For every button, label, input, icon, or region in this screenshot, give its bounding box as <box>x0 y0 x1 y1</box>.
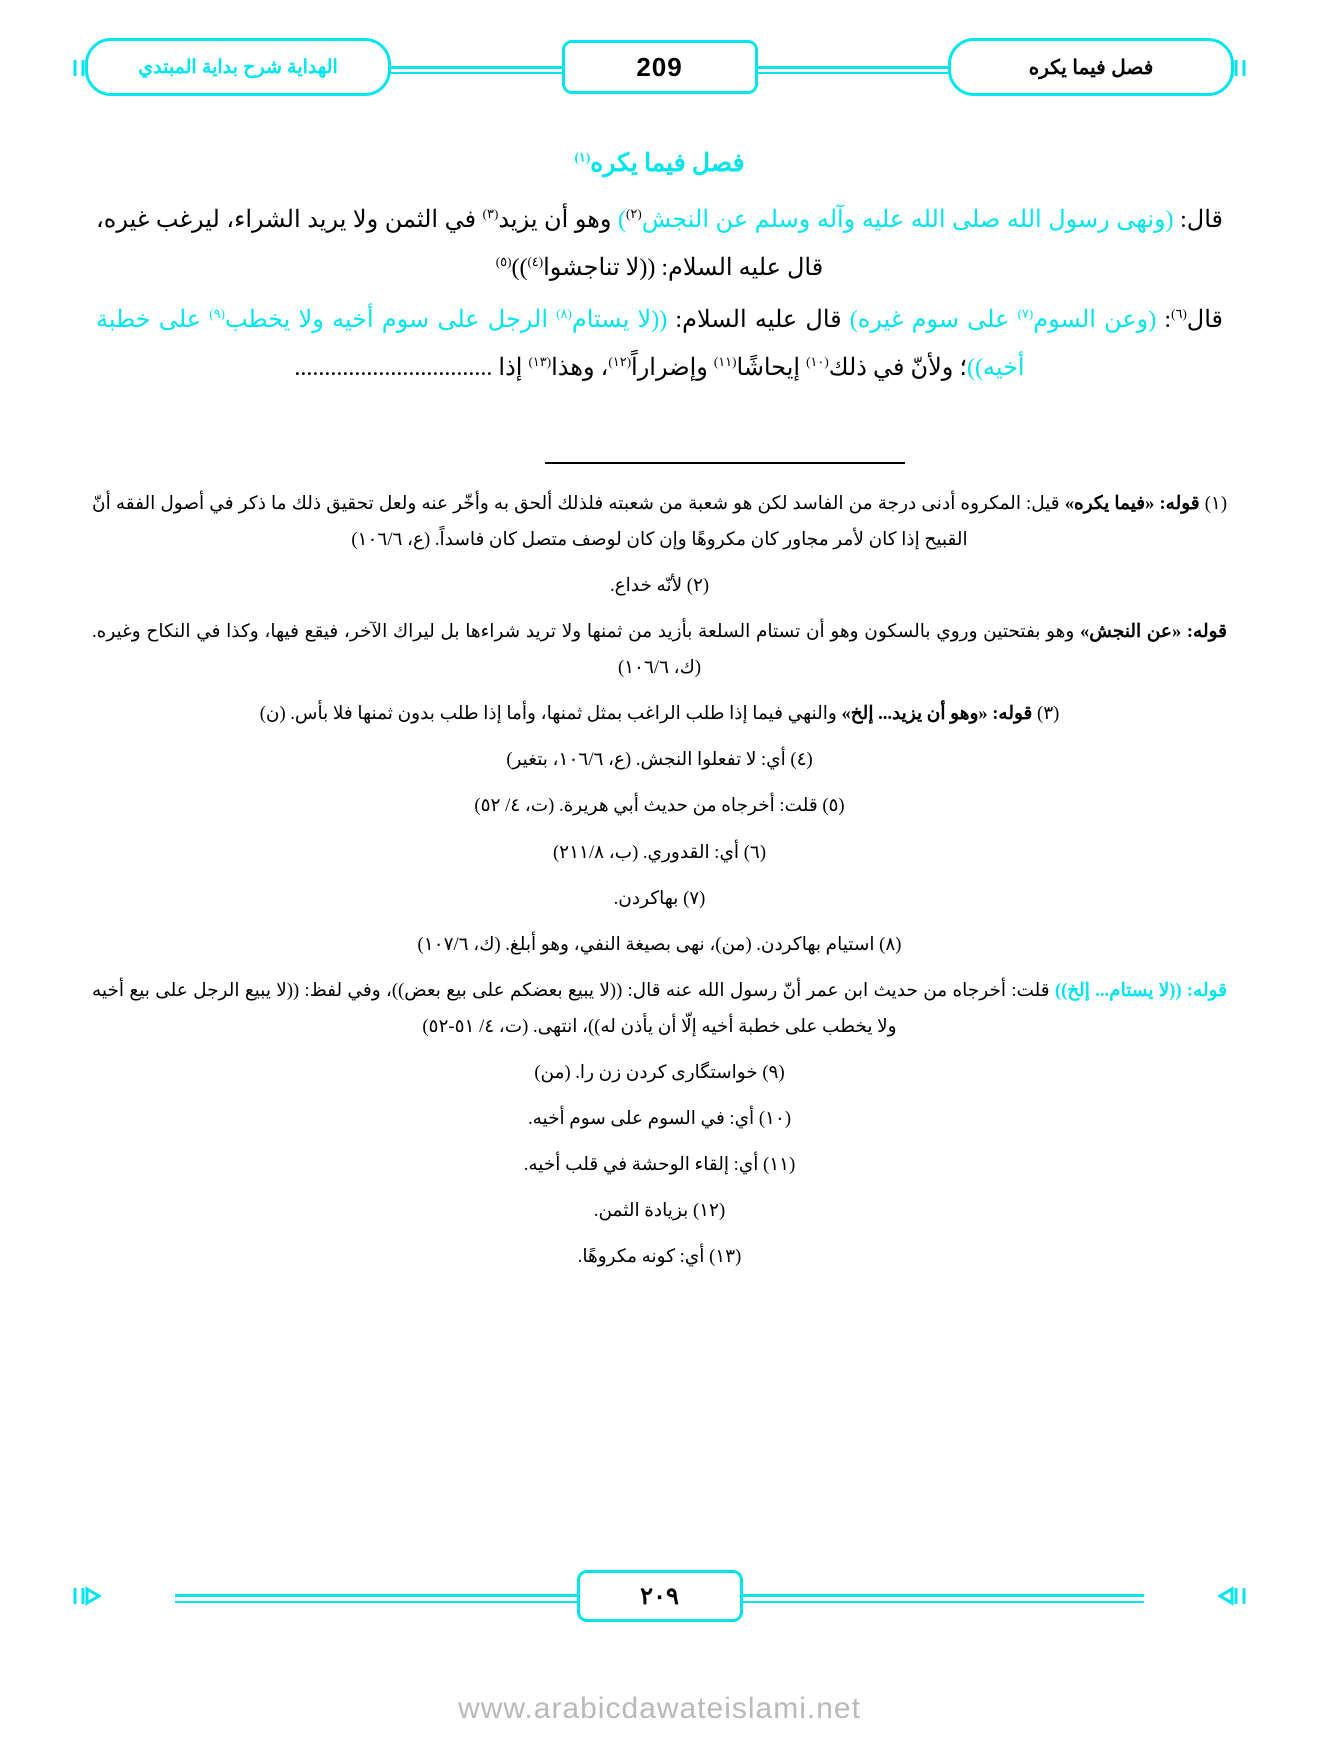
footnote-11 <box>92 1147 1227 1183</box>
footnote-2-text: لأنّه خداع. <box>609 576 683 597</box>
header-page-number-plate <box>562 40 758 94</box>
header-chapter-label: فصل فيما يكره <box>1028 56 1154 79</box>
footnote-5-text: قلت: أخرجاه من حديث أبي هريرة. (ت، ٤/ ٥٢) <box>474 796 818 817</box>
footnote-12-text: بزيادة الثمن. <box>593 1201 689 1221</box>
footnote-2 <box>92 568 1227 604</box>
footnote-4-number: (٤) <box>790 750 813 771</box>
footnote-1-lemma: قوله: «فيما يكره» <box>1064 494 1200 514</box>
footnote-11-text: أي: إلقاء الوحشة في قلب أخيه. <box>523 1154 759 1175</box>
footnote-6 <box>92 835 1227 871</box>
footnote-9-number: (٩) <box>762 1062 785 1083</box>
footer-page-number-plate <box>577 1570 743 1622</box>
footnote-6-text: أي: القدوري. (ب، ٢١١/٨) <box>553 842 740 863</box>
matn-ellipsis: ................................. <box>294 355 493 381</box>
footnote-13 <box>92 1239 1227 1275</box>
footnote-9-text: خواستگاری کردن زن را. (من) <box>534 1062 758 1083</box>
footnote-5-number: (٥) <box>822 796 845 817</box>
page-header <box>55 38 1264 96</box>
footnote-4 <box>92 742 1227 778</box>
header-page-number: 209 <box>636 51 683 82</box>
footnote-8-text: استيام بهاكردن. (من)، نهى بصيغة النفي، وهو أبلغ. (ك، ١٠٧/٦) <box>417 934 875 955</box>
footnote-3-lemma: قوله: «وهو أن يزيد... إلخ» <box>841 704 1033 725</box>
footnote-13-number: (١٣) <box>709 1247 742 1268</box>
footnote-6-number: (٦) <box>743 842 766 863</box>
footnote-7-number: (٧) <box>683 888 706 909</box>
footer-ornament-right-icon <box>1218 1586 1264 1606</box>
header-book-title-plate <box>85 38 391 96</box>
footer-page-number: ٢٠٩ <box>640 1582 679 1610</box>
header-chapter-plate <box>948 38 1234 96</box>
footnote-separator <box>0 462 1319 464</box>
footnote-yastam <box>92 973 1227 1045</box>
footnote-najsh-text: وهو بفتحتين وروي بالسكون وهو أن تستام السلعة بأزيد من ثمنها ولا تريد شراءها بل ليراك الآخر، فيقع فيها، وكذا في النكاح وغيره. (ك، ١٠٦/٦) <box>92 622 1075 679</box>
footnote-7-text: بهاكردن. <box>613 888 679 909</box>
footnotes-block <box>92 486 1227 1285</box>
section-title-text: فصل فيما يكره <box>590 150 745 177</box>
footnote-3-text: والنهي فيما إذا طلب الراغب بمثل ثمنها، وأما إذا طلب بدون ثمنها فلا بأس. (ن) <box>259 704 837 725</box>
footnote-1-number: (١) <box>1204 494 1228 514</box>
footnote-1-text: قيل: المكروه أدنى درجة من الفاسد لكن هو شعبة من شعبته فلذلك ألحق به وأخّر عنه ولعل تحقيق ذلك ما ذكر في أصول الفقه أنّ القبيح إذا كان لأمر مجاور كان مكروهًا وإن كان لوصف متصل كان فاسداً. (ع، ١٠٦/٦) <box>92 494 1060 551</box>
footnote-1 <box>92 486 1227 558</box>
footnote-9 <box>92 1055 1227 1091</box>
matn-paragraph-1: قال: (ونهى رسول الله صلى الله عليه وآله وسلم عن النجش$^{(٢)}$) وهو أن يزيد$^{(٣)}$ في الثمن ولا يريد الشراء، ليرغب غيره، قال عليه السلام: ((لا تناجشوا$^{(٤)}$))$^{(٥)}$ <box>96 206 1224 281</box>
footnote-10-text: أي: في السوم على سوم أخيه. <box>527 1108 755 1129</box>
footnote-12 <box>92 1193 1227 1229</box>
footnote-11-number: (١١) <box>763 1154 796 1175</box>
footnote-8 <box>92 927 1227 963</box>
matn-hadith: ((لا يستام$^{(٨)}$ الرجل على سوم أخيه ولا يخطب$^{(٩)}$ على خطبة أخيه)) <box>96 306 1025 381</box>
main-text-block <box>96 196 1223 396</box>
footnote-5 <box>92 788 1227 824</box>
footnote-yastam-text: قلت: أخرجاه من حديث ابن عمر أنّ رسول الله عنه قال: ((لا يبيع بعضكم على بيع بعض))، وفي لفظ: ((لا يبيع الرجل على بيع أخيه ولا يخطب على خطبة أخيه إلّا أن يأذن له))، انتهى. (ت، ٤/ ٥١-٥٢) <box>92 980 1050 1037</box>
footnote-3-number: (٣) <box>1037 704 1060 725</box>
footer-ornament-left-icon <box>55 1586 101 1606</box>
footnote-2-number: (٢) <box>686 576 710 597</box>
footnote-yastam-lemma: قوله: ((لا يستام... إلخ)) <box>1054 980 1228 1001</box>
section-title-marker: (١) <box>574 149 591 165</box>
footnote-10-number: (١٠) <box>758 1108 792 1129</box>
footnote-najsh-lemma: قوله: «عن النجش» <box>1080 622 1228 643</box>
footnote-7 <box>92 881 1227 917</box>
footnote-3 <box>92 696 1227 732</box>
footnote-12-number: (١٢) <box>692 1201 726 1221</box>
page-footer <box>55 1570 1264 1620</box>
header-book-title: الهداية شرح بداية المبتدي <box>138 56 338 78</box>
matn-quote-1: (ونهى رسول الله صلى الله عليه وآله وسلم عن النجش <box>641 207 1174 233</box>
watermark-url: www.arabicdawateislami.net <box>458 1692 861 1725</box>
matn-quote-2: (وعن السوم$^{(٧)}$ على سوم غيره) <box>849 306 1157 333</box>
footnote-10 <box>92 1101 1227 1137</box>
footnote-najsh <box>92 614 1227 686</box>
matn-paragraph-2: قال$^{(٦)}$: (وعن السوم$^{(٧)}$ على سوم غيره) قال عليه السلام: ((لا يستام$^{(٨)}$ الرجل على سوم أخيه ولا يخطب$^{(٩)}$ على خطبة أخيه))؛ ولأنّ في ذلك$^{(١٠)}$ إيحاشًا$^{(١١)}$ وإضراراً$^{(١٢)}$، وهذا$^{(١٣)}$ إذا ................................. <box>96 306 1224 381</box>
section-title <box>0 148 1319 178</box>
footnote-8-number: (٨) <box>879 934 902 955</box>
footnote-4-text: أي: لا تفعلوا النجش. (ع، ١٠٦/٦، بتغير) <box>506 750 786 771</box>
footnote-13-text: أي: كونه مكروهًا. <box>577 1247 705 1268</box>
